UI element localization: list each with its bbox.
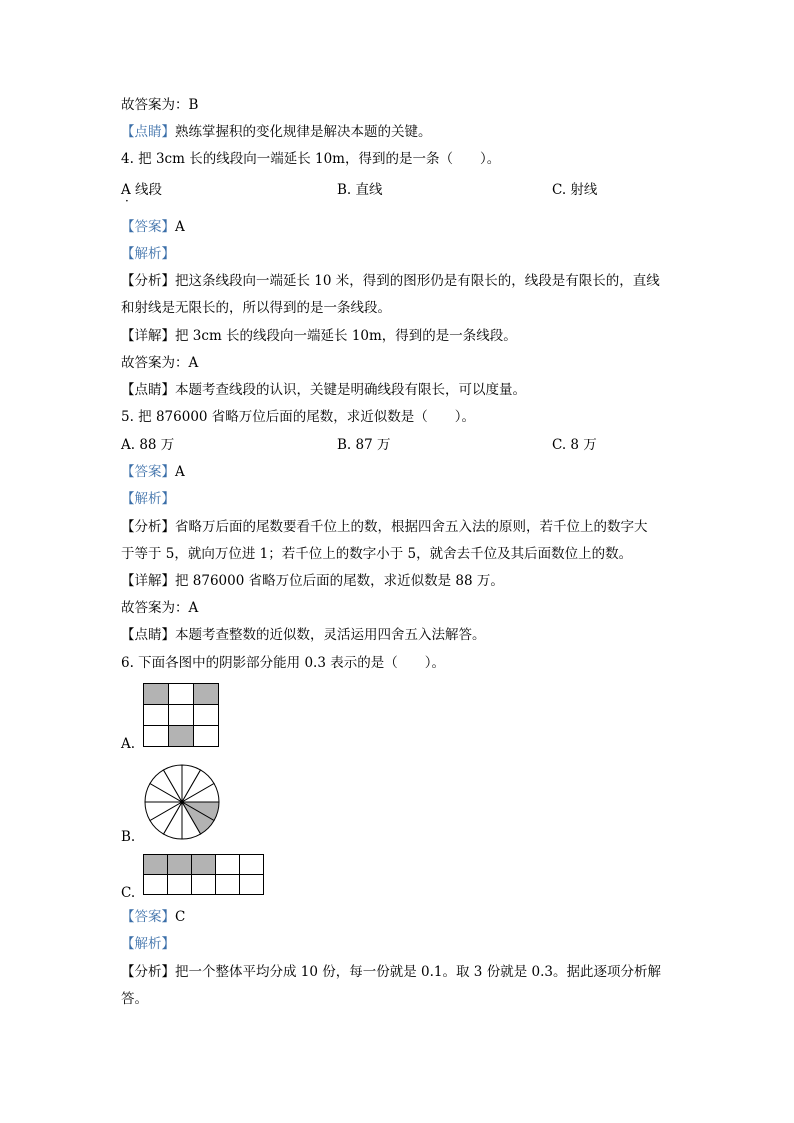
- dianjing-tag: 【点睛】: [121, 627, 175, 643]
- strip-c-cell-shaded: [192, 855, 216, 875]
- answer-tag: 【答案】: [121, 909, 175, 925]
- grid-a-cell: [169, 684, 194, 705]
- q4-answer-line: 故答案为：A: [121, 355, 199, 371]
- q5-option-b: B. 87 万: [337, 437, 391, 453]
- strip-c-cell: [192, 875, 216, 895]
- q6-answer: [121, 908, 185, 926]
- dianjing-text: 本题考查整数的近似数，灵活运用四舍五入法解答。: [175, 627, 486, 643]
- answer-value: A: [175, 464, 185, 480]
- strip-c-cell: [144, 875, 168, 895]
- strip-c-cell-shaded: [144, 855, 168, 875]
- grid-a-cell-shaded: [194, 684, 219, 705]
- strip-c-cell: [216, 875, 240, 895]
- dianjing-tag: 【点睛】: [121, 124, 175, 140]
- figure-b-label: B.: [121, 829, 136, 845]
- jiexi-tag: 【解析】: [121, 491, 175, 507]
- figure-b-circle: [143, 763, 221, 841]
- grid-a-cell: [144, 726, 169, 747]
- figure-c-label: C.: [121, 885, 136, 901]
- q5-option-a: A. 88 万: [121, 437, 175, 453]
- q4-jiexi: [121, 245, 175, 263]
- q4-xiangjie: [121, 327, 517, 345]
- grid-a-cell: [169, 705, 194, 726]
- q5-xiangjie: [121, 572, 504, 590]
- xiangjie-tag: 【详解】: [121, 328, 175, 344]
- fenxi-tag: 【分析】: [121, 519, 175, 535]
- q4-answer: [121, 218, 185, 236]
- strip-c-cell: [240, 855, 264, 875]
- grid-a-cell: [194, 726, 219, 747]
- fenxi-text: 把一个整体平均分成 10 份，每一份就是 0.1。取 3 份就是 0.3。据此逐项分析解: [175, 964, 661, 980]
- xiangjie-text: 把 876000 省略万位后面的尾数，求近似数是 88 万。: [175, 573, 504, 589]
- dianjing-tag: 【点睛】: [121, 382, 175, 398]
- q4-fenxi-2: 和射线是无限长的，所以得到的是一条线段。: [121, 300, 391, 316]
- grid-a-cell-shaded: [169, 726, 194, 747]
- fenxi-tag: 【分析】: [121, 964, 175, 980]
- q5-jiexi: [121, 490, 175, 508]
- answer-tag: 【答案】: [121, 219, 175, 235]
- q6-fenxi-2: 答。: [121, 991, 148, 1007]
- q3-dianjing: [121, 123, 432, 141]
- jiexi-tag: 【解析】: [121, 246, 175, 262]
- figure-a-label: A.: [121, 736, 136, 752]
- answer-value: A: [175, 219, 185, 235]
- q6-stem: 6. 下面各图中的阴影部分能用 0.3 表示的是（ ）。: [121, 655, 445, 671]
- xiangjie-text: 把 3cm 长的线段向一端延长 10m，得到的是一条线段。: [175, 328, 517, 344]
- q5-fenxi-1: [121, 518, 648, 536]
- q4-option-b: B. 直线: [337, 182, 383, 198]
- q4-option-c: C. 射线: [552, 182, 598, 198]
- strip-c-cell: [168, 875, 192, 895]
- q4-dot-mark: ·: [125, 194, 129, 208]
- grid-a-cell-shaded: [144, 684, 169, 705]
- grid-a-cell: [144, 705, 169, 726]
- xiangjie-tag: 【详解】: [121, 573, 175, 589]
- fenxi-text: 把这条线段向一端延长 10 米，得到的图形仍是有限长的，线段是有限长的，直线: [175, 273, 660, 289]
- q6-jiexi: [121, 935, 175, 953]
- jiexi-tag: 【解析】: [121, 936, 175, 952]
- fenxi-tag: 【分析】: [121, 273, 175, 289]
- q6-fenxi-1: [121, 963, 661, 981]
- q5-option-c: C. 8 万: [552, 437, 597, 453]
- dianjing-text: 熟练掌握积的变化规律是解决本题的关键。: [175, 124, 432, 140]
- q5-fenxi-2: 于等于 5，就向万位进 1；若千位上的数字小于 5，就舍去千位及其后面数位上的数。: [121, 546, 633, 562]
- q4-stem: 4. 把 3cm 长的线段向一端延长 10m，得到的是一条（ ）。: [121, 151, 501, 167]
- strip-c-cell: [240, 875, 264, 895]
- q4-dianjing: [121, 381, 526, 399]
- dianjing-text: 本题考查线段的认识，关键是明确线段有限长，可以度量。: [175, 382, 526, 398]
- q5-answer-line: 故答案为：A: [121, 600, 199, 616]
- q5-dianjing: [121, 626, 486, 644]
- fenxi-text: 省略万后面的尾数要看千位上的数，根据四舍五入法的原则，若千位上的数字大: [175, 519, 648, 535]
- grid-a-cell: [194, 705, 219, 726]
- q4-fenxi-1: [121, 272, 660, 290]
- answer-value: C: [175, 909, 186, 925]
- strip-c-cell-shaded: [168, 855, 192, 875]
- q3-answer-line: 故答案为：B: [121, 97, 199, 113]
- figure-c-strip: [143, 854, 265, 896]
- q4-option-a: A 线段: [121, 182, 163, 198]
- q5-stem: 5. 把 876000 省略万位后面的尾数，求近似数是（ ）。: [121, 409, 476, 425]
- figure-a-grid: [143, 683, 219, 747]
- strip-c-cell: [216, 855, 240, 875]
- q5-answer: [121, 463, 185, 481]
- answer-tag: 【答案】: [121, 464, 175, 480]
